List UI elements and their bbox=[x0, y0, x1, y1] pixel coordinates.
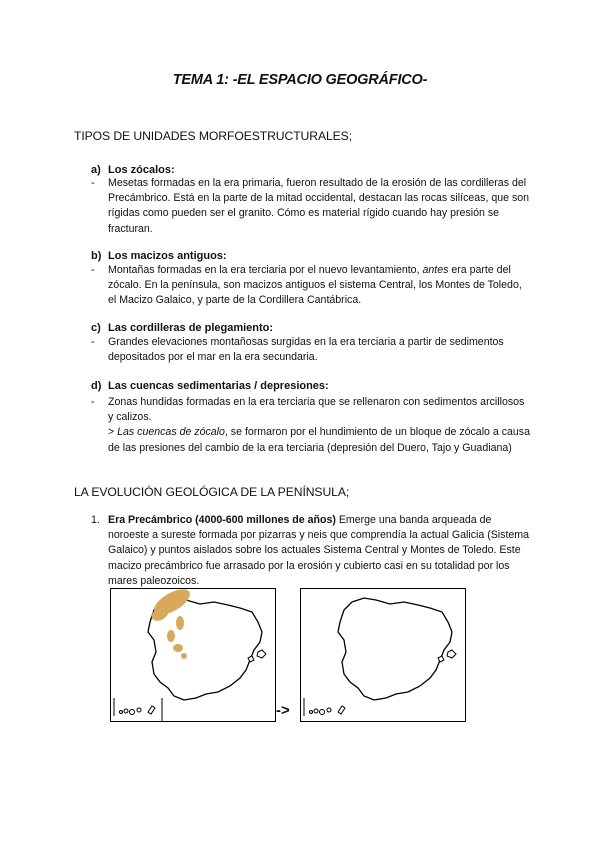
item-marker: d) bbox=[91, 380, 102, 392]
item-marker: c) bbox=[91, 322, 101, 334]
item-marker: a) bbox=[91, 164, 101, 176]
text-part: , se formaron por el hundimiento de un bloque de zócalo a causa de las presiones del cambio de la era terciaria (depresión del Duero, Tajo y Guadiana) bbox=[108, 426, 530, 454]
item-zocalos-body bbox=[91, 176, 531, 237]
precambrian-area bbox=[181, 653, 187, 659]
page-title: TEMA 1: -EL ESPACIO GEOGRÁFICO- bbox=[172, 72, 428, 88]
bullet-dash: - bbox=[91, 177, 95, 189]
era-title: Era Precámbrico (4000-600 millones de años) bbox=[108, 514, 336, 526]
item-text bbox=[108, 263, 531, 309]
precambrian-area bbox=[173, 644, 183, 652]
item-zocalos-title bbox=[91, 164, 175, 176]
item-text: Grandes elevaciones montañosas surgidas en la era terciaria a partir de sedimentos depositados por el mar en la era secundaria. bbox=[108, 336, 504, 364]
item-subtext bbox=[108, 425, 531, 455]
item-text: Zonas hundidas formadas en la era terciaria que se rellenaron con sedimentos arcillosos y calizos. bbox=[108, 396, 525, 424]
item-title: Los zócalos: bbox=[108, 164, 175, 176]
item-marker: b) bbox=[91, 250, 102, 262]
map-peninsula-outline bbox=[300, 588, 466, 727]
item-macizos-body bbox=[91, 263, 531, 309]
text-part: Montañas formadas en la era terciaria por el nuevo levantamiento, bbox=[108, 264, 423, 276]
figure-arrow: -> bbox=[276, 702, 290, 719]
precambrian-area bbox=[167, 630, 175, 642]
item-title: Las cordilleras de plegamiento: bbox=[108, 322, 274, 334]
bullet-dash: - bbox=[91, 336, 95, 348]
precambrian-area bbox=[176, 616, 184, 630]
text-part: era parte del zócalo. En la península, son macizos antiguos el sistema Central, los Montes de Toledo, el Macizo Galaico, y parte de la Cordillera Cantábrica. bbox=[108, 264, 522, 307]
bullet-dash: - bbox=[91, 264, 95, 276]
item-title: Las cuencas sedimentarias / depresiones: bbox=[108, 380, 329, 392]
item-text: Mesetas formadas en la era primaria, fueron resultado de la erosión de las cordilleras del Precámbrico. Está en la parte de la mitad occidental, destacan las rocas silíceas, que son rígidas como pueden ser el granito. Cómo es material rígido cuando hay presión se fracturan. bbox=[108, 177, 530, 235]
era-description: Emerge una banda arqueada de noroeste a sureste formada por pizarras y neis que comprendía la actual Galicia (Sistema Galaico) y puntos aislados sobre los actuales Sistema Central y Montes de Toledo. Este macizo precámbrico fue arrasado por la erosión y cubierto casi en su totalidad por los mares paleozoicos. bbox=[108, 514, 530, 587]
map-svg bbox=[110, 588, 276, 722]
text-italic: Las cuencas de zócalo bbox=[117, 426, 225, 439]
sub-prefix: > bbox=[108, 426, 118, 439]
item-title: Los macizos antiguos: bbox=[108, 250, 227, 262]
era-number: 1. bbox=[91, 514, 100, 526]
item-cuencas-title bbox=[91, 380, 329, 392]
map-precambrian-highlighted bbox=[110, 588, 276, 727]
item-cordilleras-body bbox=[91, 335, 531, 365]
map-svg bbox=[300, 588, 466, 722]
section-heading-units: TIPOS DE UNIDADES MORFOESTRUCTURALES; bbox=[74, 129, 352, 143]
text-italic: antes bbox=[422, 264, 449, 276]
item-cordilleras-title bbox=[91, 322, 273, 334]
section-heading-evolution: LA EVOLUCIÓN GEOLÓGICA DE LA PENÍNSULA; bbox=[74, 485, 350, 499]
era-precambrico bbox=[91, 513, 531, 589]
item-macizos-title bbox=[91, 250, 227, 262]
era-text bbox=[108, 513, 531, 589]
bullet-dash: - bbox=[91, 396, 95, 408]
item-cuencas-body bbox=[91, 395, 531, 456]
